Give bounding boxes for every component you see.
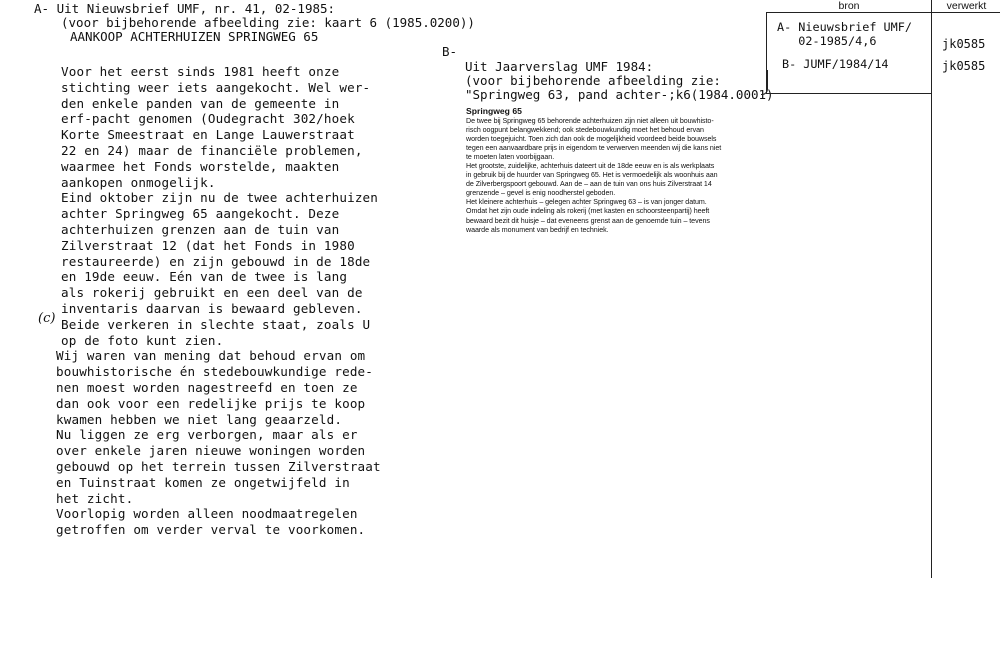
body-line: 22 en 24) maar de financiële problemen, (61, 142, 363, 158)
section-a-image-ref: (voor bijbehorende afbeelding zie: kaart 6 (1985.0200)) (61, 15, 475, 30)
body-line: Zilverstraat 12 (dat het Fonds in 1980 (61, 237, 355, 253)
handwritten-mark: (c) (38, 311, 56, 326)
body-line: aankopen onmogelijk. (61, 174, 216, 190)
clipping-line: in gebruik bij de huurder van Springweg 65. Het is vermoedelijk als woonhuis aan (466, 171, 718, 180)
bron-header: bron (838, 0, 860, 12)
body-line: het zicht. (56, 490, 134, 506)
body-line: Beide verkeren in slechte staat, zoals U (61, 316, 371, 332)
section-b-header (465, 59, 774, 102)
body-line: getroffen om verder verval te voorkomen. (56, 522, 366, 538)
clipping-line: worden toegejuicht. Toen zich dan ook de mogelijkheid voordeed beide bouwsels (466, 135, 717, 144)
clipping-body (466, 117, 831, 235)
section-b-label: B- (442, 44, 458, 59)
body-line: Eind oktober zijn nu de twee achterhuizen (61, 190, 379, 206)
body-line: den enkele panden van de gemeente in (61, 95, 340, 111)
clipping-line: te moeten laten voorbijgaan. (466, 153, 555, 162)
body-line: Nu liggen ze erg verborgen, maar als er (56, 427, 358, 443)
source-entry-a (777, 20, 912, 48)
clipping-line: Omdat het zijn oude indeling als rokerij (met kasten en schoorsteenpartij) heeft (466, 207, 710, 216)
source-entry-b: B- JUMF/1984/14 (782, 57, 889, 71)
section-a-source-line (34, 2, 454, 16)
body-line: dan ook voor een redelijke prijs te koop (56, 395, 366, 411)
clipping-line: grenzende – gevel is enig noodherstel geboden. (466, 189, 616, 198)
source-a-line-1: A- Nieuwsbrief UMF/ (777, 20, 912, 34)
body-line: als rokerij gebruikt en een deel van de (61, 285, 363, 301)
clipping-line: Het grootste, zuidelijke, achterhuis dateert uit de 18de eeuw en is als werkplaats (466, 162, 715, 171)
clipping-line: waarde als monument van bedrijf en techniek. (466, 225, 609, 234)
section-a-header (34, 1, 475, 44)
clipping-line: de Zilverbergspoort gebouwd. Aan de – aan de tuin van ons huis Zilverstraat 14 (466, 180, 712, 189)
body-line: over enkele jaren nieuwe woningen worden (56, 443, 366, 459)
body-line: en Tuinstraat komen ze ongetwijfeld in (56, 474, 350, 490)
table-bottom-border (766, 93, 932, 94)
section-b-image-ref-1: (voor bijbehorende afbeelding zie: (465, 73, 721, 88)
body-line: achterhuizen grenzen aan de tuin van (61, 221, 340, 237)
body-line: stichting weer iets aangekocht. Wel wer- (61, 79, 371, 95)
section-a-source: Uit Nieuwsbrief UMF, nr. 41, 02-1985: (56, 1, 336, 16)
body-line: op de foto kunt zien. (61, 332, 224, 348)
body-line: restaureerde) en zijn gebouwd in de 18de (61, 253, 371, 269)
clipping-title: Springweg 65 (466, 106, 522, 116)
clipping-line: tegen een aanvaardbare prijs in eigendom te verwerven meenden wij die kans niet (466, 144, 722, 153)
body-line: Voorlopig worden alleen noodmaatregelen (56, 506, 358, 522)
body-line: Wij waren van mening dat behoud ervan om (56, 348, 366, 364)
table-column-divider (931, 0, 932, 578)
body-line: erf-pacht genomen (Oudegracht 302/hoek (61, 111, 355, 127)
body-line: Voor het eerst sinds 1981 heeft onze (61, 64, 340, 79)
body-line: waarmee het Fonds worstelde, maakten (61, 158, 340, 174)
body-line: kwamen hebben we niet lang geaarzeld. (56, 411, 343, 427)
section-b-image-ref-2: "Springweg 63, pand achter-;k6(1984.0001) (465, 87, 774, 102)
body-line: Korte Smeestraat en Lange Lauwerstraat (61, 127, 355, 143)
body-line: achter Springweg 65 aangekocht. Deze (61, 206, 340, 222)
section-b-source: Uit Jaarverslag UMF 1984: (465, 59, 654, 74)
source-a-line-2: 02-1985/4,6 (777, 34, 877, 48)
clipping-line: risch oogpunt belangwekkend; ook stedebouwkundig moet het behoud ervan (466, 126, 704, 135)
section-a-body (56, 64, 451, 538)
clipping-line: bewaard bezit dit huisje – dat eveneens grenst aan de genoemde tuin – tevens (466, 216, 710, 225)
section-a-label: A- (34, 1, 50, 16)
verwerkt-entry-a: jk0585 (942, 37, 986, 51)
verwerkt-entry-b: jk0585 (942, 59, 986, 73)
section-a-title: AANKOOP ACHTERHUIZEN SPRINGWEG 65 (70, 29, 319, 44)
table-top-border (766, 12, 1000, 13)
newspaper-clipping (466, 106, 831, 235)
body-line: gebouwd op het terrein tussen Zilverstraat (56, 458, 381, 474)
body-line: inventaris daarvan is bewaard gebleven. (61, 300, 363, 316)
table-left-border (766, 12, 767, 93)
verwerkt-header: verwerkt (946, 0, 987, 12)
body-line: en 19de eeuw. Eén van de twee is lang (61, 269, 348, 285)
clipping-line: De twee bij Springweg 65 behorende achterhuizen zijn niet alleen uit bouwhisto- (466, 117, 714, 125)
body-line: nen moest worden nagestreefd en toen ze (56, 379, 358, 395)
body-line: bouwhistorische én stedebouwkundige rede- (56, 364, 374, 380)
clipping-line: Het kleinere achterhuis – gelegen achter Springweg 63 – is van jonger datum. (466, 198, 707, 207)
